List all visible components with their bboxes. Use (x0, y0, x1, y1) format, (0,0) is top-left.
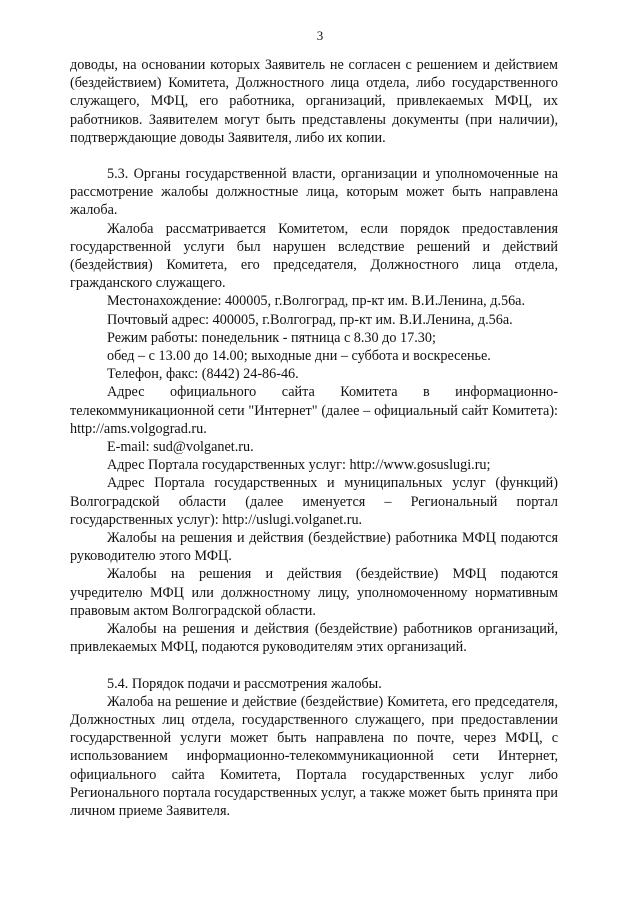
page-number: 3 (316, 28, 324, 43)
paragraph-postal-address: Почтовый адрес: 400005, г.Волгоград, пр-кт им. В.И.Ленина, д.56а. (107, 311, 513, 328)
paragraph-working-hours: Режим работы: понедельник - пятница с 8.30 до 17.30; (107, 329, 436, 346)
paragraph-organization-complaints: Жалобы на решения и действия (бездействие) работников организаций, привлекаемых МФЦ, подаются руководителям этих организаций. (70, 621, 558, 656)
paragraph-email: E-mail: sud@volganet.ru. (107, 439, 254, 456)
paragraph-location: Местонахождение: 400005, г.Волгоград, пр-кт им. В.И.Ленина, д.56а. (107, 293, 526, 310)
paragraph-mfc-worker-complaints: Жалобы на решения и действия (бездействие) работника МФЦ подаются руководителю этого МФЦ. (70, 530, 558, 565)
paragraph-complaint-committee: Жалоба рассматривается Комитетом, если порядок предоставления государственной услуги был нарушен вследствие решений и действий (бездействия) Комитета, его председателя, Должностного лица отдела, гражданского служащего. (70, 220, 558, 292)
paragraph-official-site: Адрес официального сайта Комитета в информационно-телекоммуникационной сети "Интернет" (далее – официальный сайт Комитета): http://ams.volgograd.ru. (70, 384, 558, 437)
paragraph-submission-methods: Жалоба на решение и действие (бездействие) Комитета, его председателя, Должностных лиц отдела, государственного служащего, при предоставлении государственной услуги может быть направлена по почте, через МФЦ, с использованием информационно-телекоммуникационной сети Интернет, официального сайта Комитета, Портала государственных услуг либо Регионального портала государственных услуг, а также может быть принята при личном приеме Заявителя. (70, 693, 558, 819)
section-5-3-heading: 5.3. Органы государственной власти, организации и уполномоченные на рассмотрение жалобы должностные лица, которым может быть направлена жалоба. (70, 166, 558, 219)
paragraph-mfc-complaints: Жалобы на решения и действия (бездействие) МФЦ подаются учредителю МФЦ или должностному лицу, уполномоченному нормативным правовым актом Волгоградской области. (70, 566, 558, 619)
paragraph-grounds-continuation: доводы, на основании которых Заявитель не согласен с решением и действием (бездействием) Комитета, Должностного лица отдела, либо государственного служащего, МФЦ, его работника, организаций, привлекаемых МФЦ, их работников. Заявителем могут быть представлены документы (при наличии), подтверждающие доводы Заявителя, либо их копии. (70, 57, 558, 146)
paragraph-lunch-weekends: обед – с 13.00 до 14.00; выходные дни – суббота и воскресенье. (107, 348, 491, 365)
paragraph-regional-portal: Адрес Портала государственных и муниципальных услуг (функций) Волгоградской области (далее именуется – Региональный портал государственных услуг): http://uslugi.volganet.ru. (70, 475, 558, 528)
document-body (70, 56, 558, 820)
section-5-4-heading: 5.4. Порядок подачи и рассмотрения жалобы. (107, 675, 382, 692)
paragraph-gosuslugi-portal: Адрес Портала государственных услуг: http://www.gosuslugi.ru; (107, 457, 491, 474)
paragraph-phone-fax: Телефон, факс: (8442) 24-86-46. (107, 366, 299, 383)
